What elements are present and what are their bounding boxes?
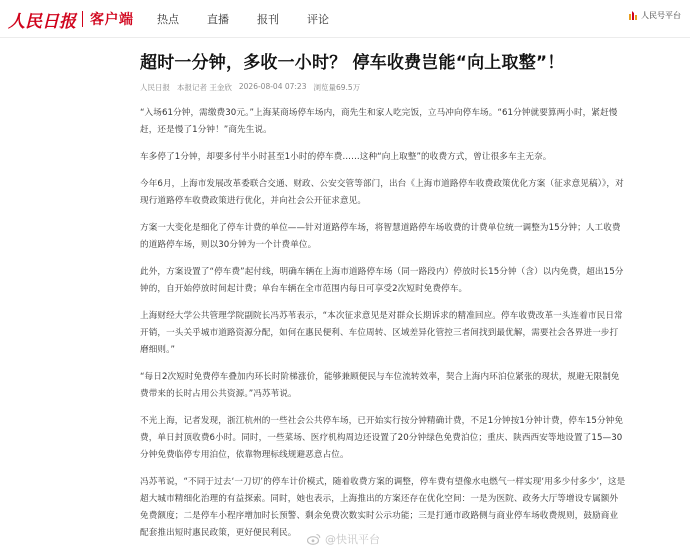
site-logo[interactable] (8, 6, 134, 32)
logo-divider (82, 11, 83, 27)
platform-link[interactable] (628, 10, 681, 21)
nav-item-live[interactable]: 直播 (207, 13, 229, 26)
article-paragraph: “入场61分钟，需缴费30元。”上海某商场停车场内，商先生和家人吃完饭，立马冲向停车场。“61分钟就要算两小时，紧赶慢赶，还是慢了1分钟！”商先生说。 (140, 108, 618, 135)
article-title: 超时一分钟，多收一小时？ 停车收费岂能“向上取整”！ (140, 53, 565, 73)
article-author: 本报记者 王金欣 (177, 83, 232, 92)
article-paragraph: 冯苏苇说，“不同于过去‘一刀切’的停车计价模式，随着收费方案的调整，停车费有望像水电燃气一样实现‘用多少付多少’，这是超大城市精细化治理的有益探索。同时，她也表示，上海推出的方案还存在优化空间：一是为医院、政务大厅等增设专属额外免费额度；二是停车小程序增加时长预警、剩余免费次数实时公示功能；三是打通市政路侧与商业停车场收费规则，鼓励商业配套推出短时惠民政策，更好便民利民。 (140, 477, 626, 538)
article-datetime: 2026-08-04 07:23 (238, 82, 307, 91)
watermark (307, 531, 380, 547)
article-paragraph: 上海财经大学公共管理学院副院长冯苏苇表示，“本次征求意见是对群众长期诉求的精准回应。停车收费改革一头连着市民日常开销，一头关乎城市道路资源分配，如何在惠民便利、车位周转、区域差异化管控三者间找到最优解，需要社会各界进一步打磨细则。” (140, 311, 623, 355)
nav-item-papers[interactable]: 报刊 (257, 13, 279, 26)
article-meta (140, 82, 626, 93)
platform-label: 人民号平台 (641, 11, 681, 20)
nav-item-comment[interactable]: 评论 (307, 13, 329, 26)
article-paragraph: 不光上海，记者发现，浙江杭州的一些社会公共停车场，已开始实行按分钟精确计费，不足1分钟按1分钟计费，停车15分钟免费，单日封顶收费6小时。同时，一些菜场、医疗机构周边还设置了20分钟绿色免费泊位；重庆、陕西西安等地设置了15—30分钟免费临停专用泊位，依靠物理标线规避恶意占位。 (140, 416, 624, 460)
article-paragraph: 今年6月，上海市发展改革委联合交通、财政、公安交管等部门，出台《上海市道路停车收费政策优化方案（征求意见稿）》，对现行道路停车收费政策进行优化，并向社会公开征求意见。 (140, 179, 624, 206)
nav-item-hot[interactable]: 热点 (157, 13, 179, 26)
article-views: 浏览量69.5万 (313, 83, 361, 92)
article (140, 44, 626, 542)
logo-wordmark: 人民日报 (8, 11, 76, 32)
platform-icon (628, 10, 638, 21)
logo-subtitle: 客户端 (90, 12, 134, 28)
article-paragraph: 方案一大变化是细化了停车计费的单位——针对道路停车场，将智慧道路停车场收费的计费单位统一调整为15分钟；人工收费的道路停车场，则以30分钟为一个计费单位。 (140, 223, 621, 250)
article-source: 人民日报 (140, 83, 170, 92)
top-navigation-bar (0, 0, 690, 38)
article-paragraph: 此外，方案设置了“停车费”起付线，明确车辆在上海市道路停车场（同一路段内）停放时长15分钟（含）以内免费，超出15分钟的，自开始停放时间起计费；单台车辆在全市范围内每日可享受2次短时免费停车。 (140, 267, 624, 294)
article-paragraph: “每日2次短时免费停车叠加内环长时阶梯涨价，能够兼顾便民与车位流转效率，契合上海内环泊位紧张的现状，规避无限制免费带来的长时占用公共资源。”冯苏苇说。 (140, 372, 620, 399)
watermark-text: @快讯平台 (325, 533, 380, 546)
article-paragraph: 车多停了1分钟，却要多付半小时甚至1小时的停车费……这种“向上取整”的收费方式，曾让很多车主无奈。 (140, 152, 552, 162)
weibo-icon (307, 533, 321, 545)
main-nav (157, 11, 357, 27)
